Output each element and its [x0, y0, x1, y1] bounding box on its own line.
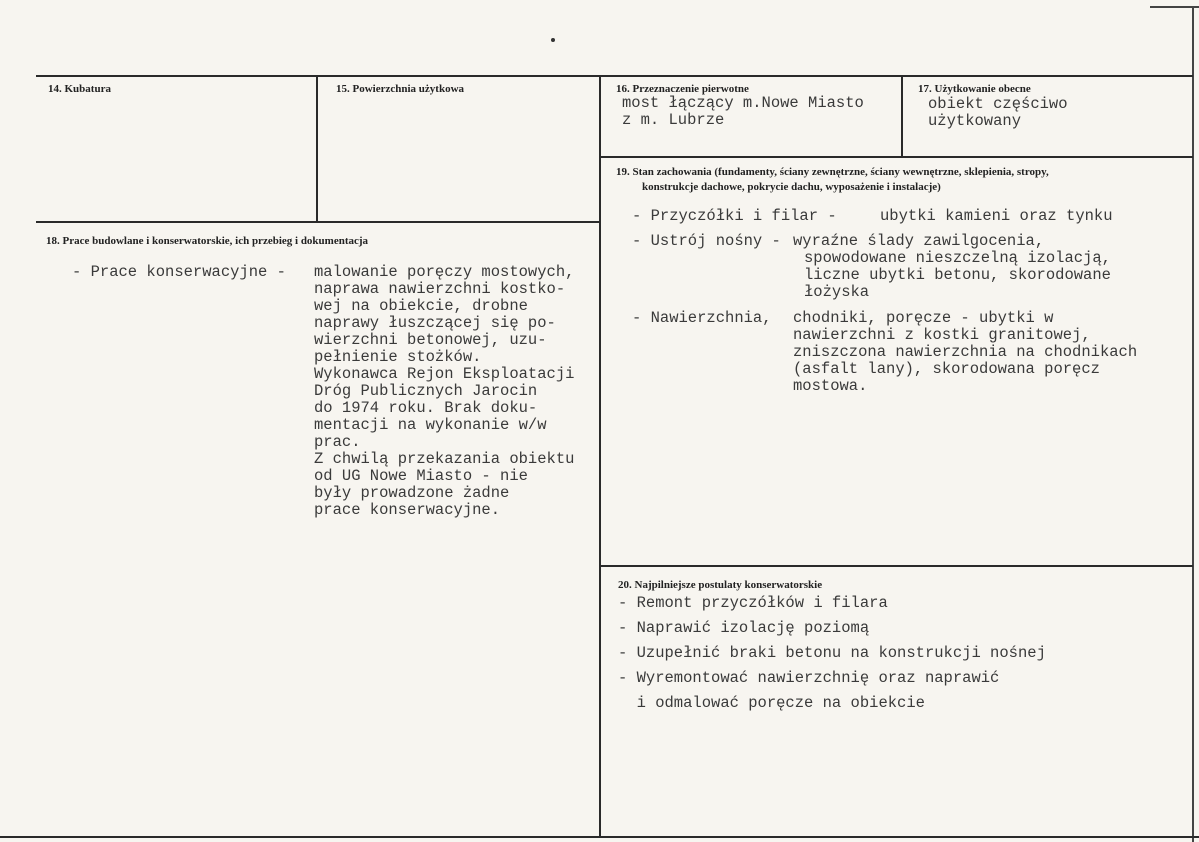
field-20-item: - Uzupełnić braki betonu na konstrukcji nośnej — [618, 644, 1046, 662]
field-18-prace-label: 18. Prace budowlane i konserwatorskie, ich przebieg i dokumentacja — [46, 235, 369, 247]
field-19-item-line: ubytki kamieni oraz tynku — [880, 207, 1113, 225]
field-17-value-line: obiekt częściwo — [928, 95, 1068, 113]
rule-above-20 — [600, 565, 1193, 567]
field-18-line: mentacji na wykonanie w/w — [314, 416, 547, 434]
field-18-line: Z chwilą przekazania obiektu — [314, 450, 575, 468]
field-19-stan-label-cont: konstrukcje dachowe, pokrycie dachu, wyposażenie i instalacje) — [642, 181, 941, 193]
field-20-item: i odmalować poręcze na obiekcie — [618, 694, 925, 712]
field-19-item-lead: - Ustrój nośny - — [632, 232, 781, 250]
field-19-item-line: chodniki, poręcze - ubytki w — [793, 309, 1054, 327]
field-19-item-line: zniszczona nawierzchnia na chodnikach — [793, 343, 1138, 361]
field-19-item-line: nawierzchni z kostki granitowej, — [793, 326, 1091, 344]
field-18-line: pełnienie stożków. — [314, 348, 482, 366]
field-18-line: były prowadzone żadne — [314, 484, 510, 502]
field-19-item-line: liczne ubytki betonu, skorodowane — [804, 266, 1111, 284]
right-border — [1192, 6, 1194, 842]
field-19-item-line: spowodowane nieszczelną izolacją, — [804, 249, 1111, 267]
field-18-lead: - Prace konserwacyjne - — [72, 263, 286, 281]
divider-16-17 — [901, 75, 903, 157]
punch-dot — [551, 38, 555, 42]
field-18-line: naprawy łuszczącej się po- — [314, 314, 556, 332]
field-14-kubatura-label: 14. Kubatura — [48, 83, 111, 95]
field-18-line: od UG Nowe Miasto - nie — [314, 467, 528, 485]
field-15-powierzchnia-label: 15. Powierzchnia użytkowa — [336, 83, 465, 95]
bottom-rule — [0, 836, 1199, 838]
field-18-line: wierzchni betonowej, uzu- — [314, 331, 547, 349]
field-18-line: wej na obiekcie, drobne — [314, 297, 528, 315]
field-17-value-line: użytkowany — [928, 112, 1022, 130]
field-20-item: - Wyremontować nawierzchnię oraz naprawić — [618, 669, 1000, 687]
field-19-item-lead: - Przyczółki i filar - — [632, 207, 837, 225]
field-19-item-line: łożyska — [804, 283, 870, 301]
divider-14-15 — [316, 75, 318, 222]
divider-center — [599, 75, 601, 836]
rule-under-14-15 — [36, 221, 600, 223]
field-18-line: Wykonawca Rejon Eksploatacji — [314, 365, 575, 383]
top-rule — [36, 75, 1193, 77]
field-16-value-line: most łączący m.Nowe Miasto — [622, 94, 864, 112]
field-18-line: prace konserwacyjne. — [314, 501, 501, 519]
field-20-item: - Naprawić izolację poziomą — [618, 619, 870, 637]
field-19-item-lead: - Nawierzchnia, — [632, 309, 772, 327]
rule-under-16-17 — [600, 156, 1193, 158]
field-18-line: naprawa nawierzchni kostko- — [314, 280, 566, 298]
field-20-item: - Remont przyczółków i filara — [618, 594, 888, 612]
field-20-postulaty-label: 20. Najpilniejsze postulaty konserwatorskie — [618, 579, 823, 591]
field-16-przeznaczenie-label: 16. Przeznaczenie pierwotne — [616, 83, 749, 95]
field-17-uzytkowanie-label: 17. Użytkowanie obecne — [918, 83, 1031, 95]
field-18-line: do 1974 roku. Brak doku- — [314, 399, 538, 417]
field-16-value-line: z m. Lubrze — [622, 111, 725, 129]
field-19-item-line: wyraźne ślady zawilgocenia, — [793, 232, 1045, 250]
field-18-line: Dróg Publicznych Jarocin — [314, 382, 538, 400]
field-18-line: malowanie poręczy mostowych, — [314, 263, 575, 281]
field-19-item-line: (asfalt lany), skorodowana poręcz — [793, 360, 1100, 378]
field-19-item-line: mostowa. — [793, 377, 868, 395]
field-18-line: prac. — [314, 433, 361, 451]
field-19-stan-label: 19. Stan zachowania (fundamenty, ściany zewnętrzne, ściany wewnętrzne, sklepienia, stropy, — [616, 166, 1049, 178]
